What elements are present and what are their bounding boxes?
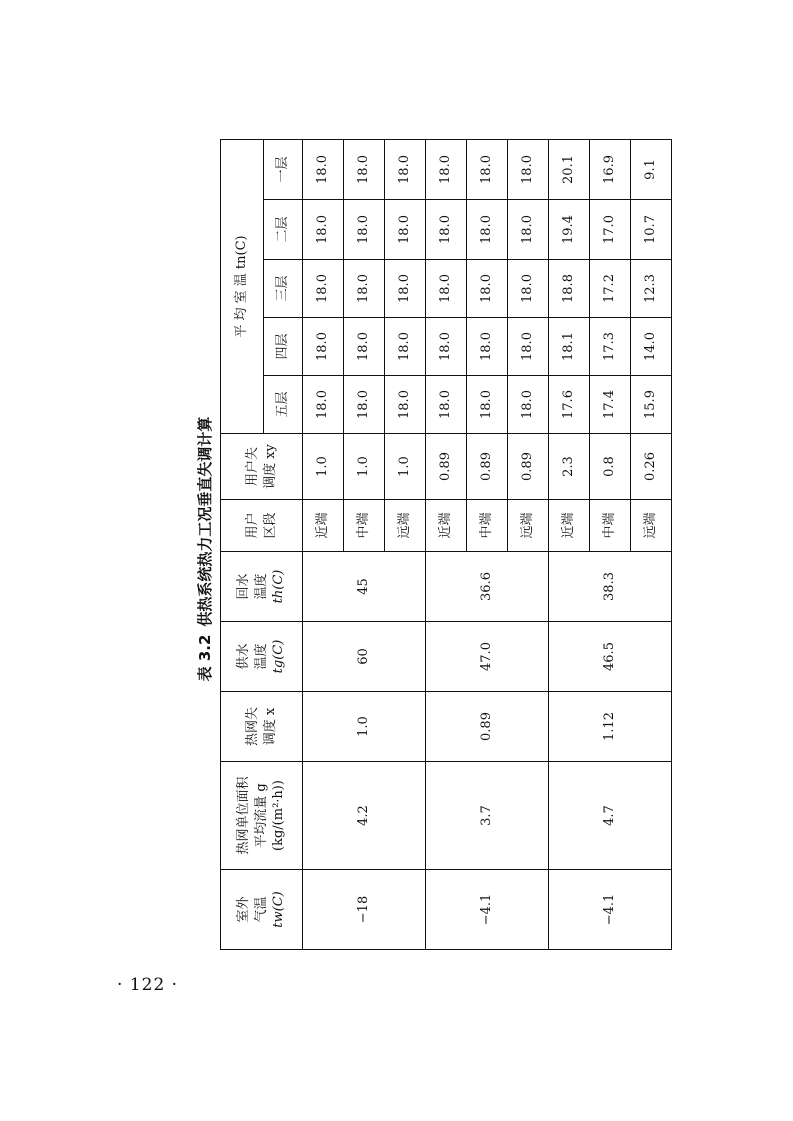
cell-user-section: 中端 [467, 500, 508, 552]
header-user-deviation [221, 434, 303, 500]
cell-floor-4: 17.3 [590, 318, 631, 376]
cell-flow: 3.7 [426, 762, 549, 870]
cell-user-section: 中端 [590, 500, 631, 552]
cell-floor-2: 18.0 [426, 200, 467, 260]
cell-floor-4: 18.0 [344, 318, 385, 376]
table-number: 表 3.2 [196, 634, 214, 682]
header-supply-temp [221, 622, 303, 692]
cell-user-section: 远端 [508, 500, 549, 552]
header-outdoor-temp-line2: 气温 [253, 896, 269, 923]
header-supply-temp-line3: tg(C) [271, 639, 287, 674]
cell-floor-3: 18.8 [549, 260, 590, 318]
table-row [426, 139, 467, 949]
cell-floor-2: 17.0 [590, 200, 631, 260]
rotated-table-block [190, 140, 659, 950]
cell-user-section: 近端 [303, 500, 344, 552]
cell-user-section: 近端 [549, 500, 590, 552]
header-supply-temp-line1: 供水 [236, 643, 252, 670]
header-floor-1: 一层 [264, 139, 303, 199]
cell-return-temp: 36.6 [426, 552, 549, 622]
cell-user-deviation: 1.0 [344, 434, 385, 500]
cell-floor-3: 18.0 [508, 260, 549, 318]
table-title: 供热系统热力工况垂直失调计算 [196, 416, 214, 627]
cell-floor-2: 19.4 [549, 200, 590, 260]
cell-floor-5: 18.0 [426, 376, 467, 434]
header-user-deviation-line2: 调度 xy [262, 444, 278, 489]
header-return-temp [221, 552, 303, 622]
cell-user-section: 中端 [344, 500, 385, 552]
cell-floor-4: 18.1 [549, 318, 590, 376]
cell-user-deviation: 1.0 [385, 434, 426, 500]
cell-outdoor-temp: −4.1 [549, 870, 672, 950]
header-net-deviation [221, 692, 303, 762]
cell-floor-2: 18.0 [344, 200, 385, 260]
table-caption [190, 140, 220, 950]
cell-floor-2: 18.0 [467, 200, 508, 260]
header-flow [221, 762, 303, 870]
header-user-section [221, 500, 303, 552]
cell-floor-5: 18.0 [303, 376, 344, 434]
header-flow-line2: 平均流量 g [253, 783, 269, 848]
header-floor-2: 二层 [264, 200, 303, 260]
cell-floor-2: 18.0 [303, 200, 344, 260]
header-supply-temp-line2: 温度 [253, 643, 269, 670]
cell-floor-4: 18.0 [508, 318, 549, 376]
cell-outdoor-temp: −4.1 [426, 870, 549, 950]
cell-floor-3: 12.3 [631, 260, 672, 318]
header-flow-line3: (kg/(m²·h)) [271, 780, 287, 851]
cell-user-deviation: 0.26 [631, 434, 672, 500]
cell-floor-1: 18.0 [467, 139, 508, 199]
cell-floor-1: 9.1 [631, 139, 672, 199]
cell-floor-1: 20.1 [549, 139, 590, 199]
header-floor-5: 五层 [264, 376, 303, 434]
cell-user-deviation: 0.89 [426, 434, 467, 500]
cell-floor-4: 14.0 [631, 318, 672, 376]
cell-flow: 4.2 [303, 762, 426, 870]
cell-user-deviation: 0.8 [590, 434, 631, 500]
cell-net-deviation: 1.12 [549, 692, 672, 762]
table-row [303, 139, 344, 949]
cell-return-temp: 45 [303, 552, 426, 622]
cell-outdoor-temp: −18 [303, 870, 426, 950]
header-return-temp-line3: th(C) [271, 569, 287, 604]
cell-user-deviation: 0.89 [508, 434, 549, 500]
cell-floor-2: 10.7 [631, 200, 672, 260]
cell-floor-2: 18.0 [508, 200, 549, 260]
header-net-deviation-line2: 调度 x [262, 707, 278, 746]
cell-floor-1: 18.0 [426, 139, 467, 199]
cell-floor-1: 18.0 [385, 139, 426, 199]
header-outdoor-temp [221, 870, 303, 950]
cell-user-deviation: 2.3 [549, 434, 590, 500]
cell-return-temp: 38.3 [549, 552, 672, 622]
cell-net-deviation: 0.89 [426, 692, 549, 762]
cell-floor-3: 18.0 [426, 260, 467, 318]
table-row [549, 139, 590, 949]
header-outdoor-temp-line3: tw(C) [271, 891, 287, 928]
header-net-deviation-line1: 热网失 [244, 707, 260, 747]
cell-flow: 4.7 [549, 762, 672, 870]
cell-floor-4: 18.0 [467, 318, 508, 376]
cell-net-deviation: 1.0 [303, 692, 426, 762]
cell-floor-5: 17.4 [590, 376, 631, 434]
cell-floor-5: 18.0 [467, 376, 508, 434]
cell-floor-5: 17.6 [549, 376, 590, 434]
cell-supply-temp: 47.0 [426, 622, 549, 692]
header-user-section-line1: 用户 [244, 512, 260, 539]
cell-user-deviation: 1.0 [303, 434, 344, 500]
header-outdoor-temp-line1: 室外 [236, 896, 252, 923]
cell-floor-3: 17.2 [590, 260, 631, 318]
cell-floor-1: 18.0 [508, 139, 549, 199]
cell-supply-temp: 60 [303, 622, 426, 692]
cell-floor-1: 18.0 [303, 139, 344, 199]
deviation-table [220, 139, 672, 950]
cell-floor-3: 18.0 [344, 260, 385, 318]
cell-floor-1: 16.9 [590, 139, 631, 199]
cell-floor-1: 18.0 [344, 139, 385, 199]
cell-user-section: 近端 [426, 500, 467, 552]
header-floor-4: 四层 [264, 318, 303, 376]
header-flow-line1: 热网单位面积 [236, 776, 252, 855]
cell-user-section: 远端 [631, 500, 672, 552]
header-floor-3: 三层 [264, 260, 303, 318]
header-return-temp-line2: 温度 [253, 573, 269, 600]
cell-user-deviation: 0.89 [467, 434, 508, 500]
cell-floor-3: 18.0 [467, 260, 508, 318]
cell-floor-5: 18.0 [508, 376, 549, 434]
cell-floor-2: 18.0 [385, 200, 426, 260]
cell-floor-5: 15.9 [631, 376, 672, 434]
cell-user-section: 远端 [385, 500, 426, 552]
header-user-section-line2: 区段 [262, 512, 278, 539]
cell-floor-3: 18.0 [385, 260, 426, 318]
cell-floor-4: 18.0 [385, 318, 426, 376]
cell-floor-4: 18.0 [426, 318, 467, 376]
cell-floor-5: 18.0 [385, 376, 426, 434]
cell-floor-3: 18.0 [303, 260, 344, 318]
header-user-deviation-line1: 用户失 [244, 447, 260, 487]
header-return-temp-line1: 回水 [236, 573, 252, 600]
cell-supply-temp: 46.5 [549, 622, 672, 692]
cell-floor-5: 18.0 [344, 376, 385, 434]
cell-floor-4: 18.0 [303, 318, 344, 376]
header-avg-room-temp: 平 均 室 温 tn(C) [221, 139, 264, 433]
page-number: · 122 · [117, 975, 179, 995]
